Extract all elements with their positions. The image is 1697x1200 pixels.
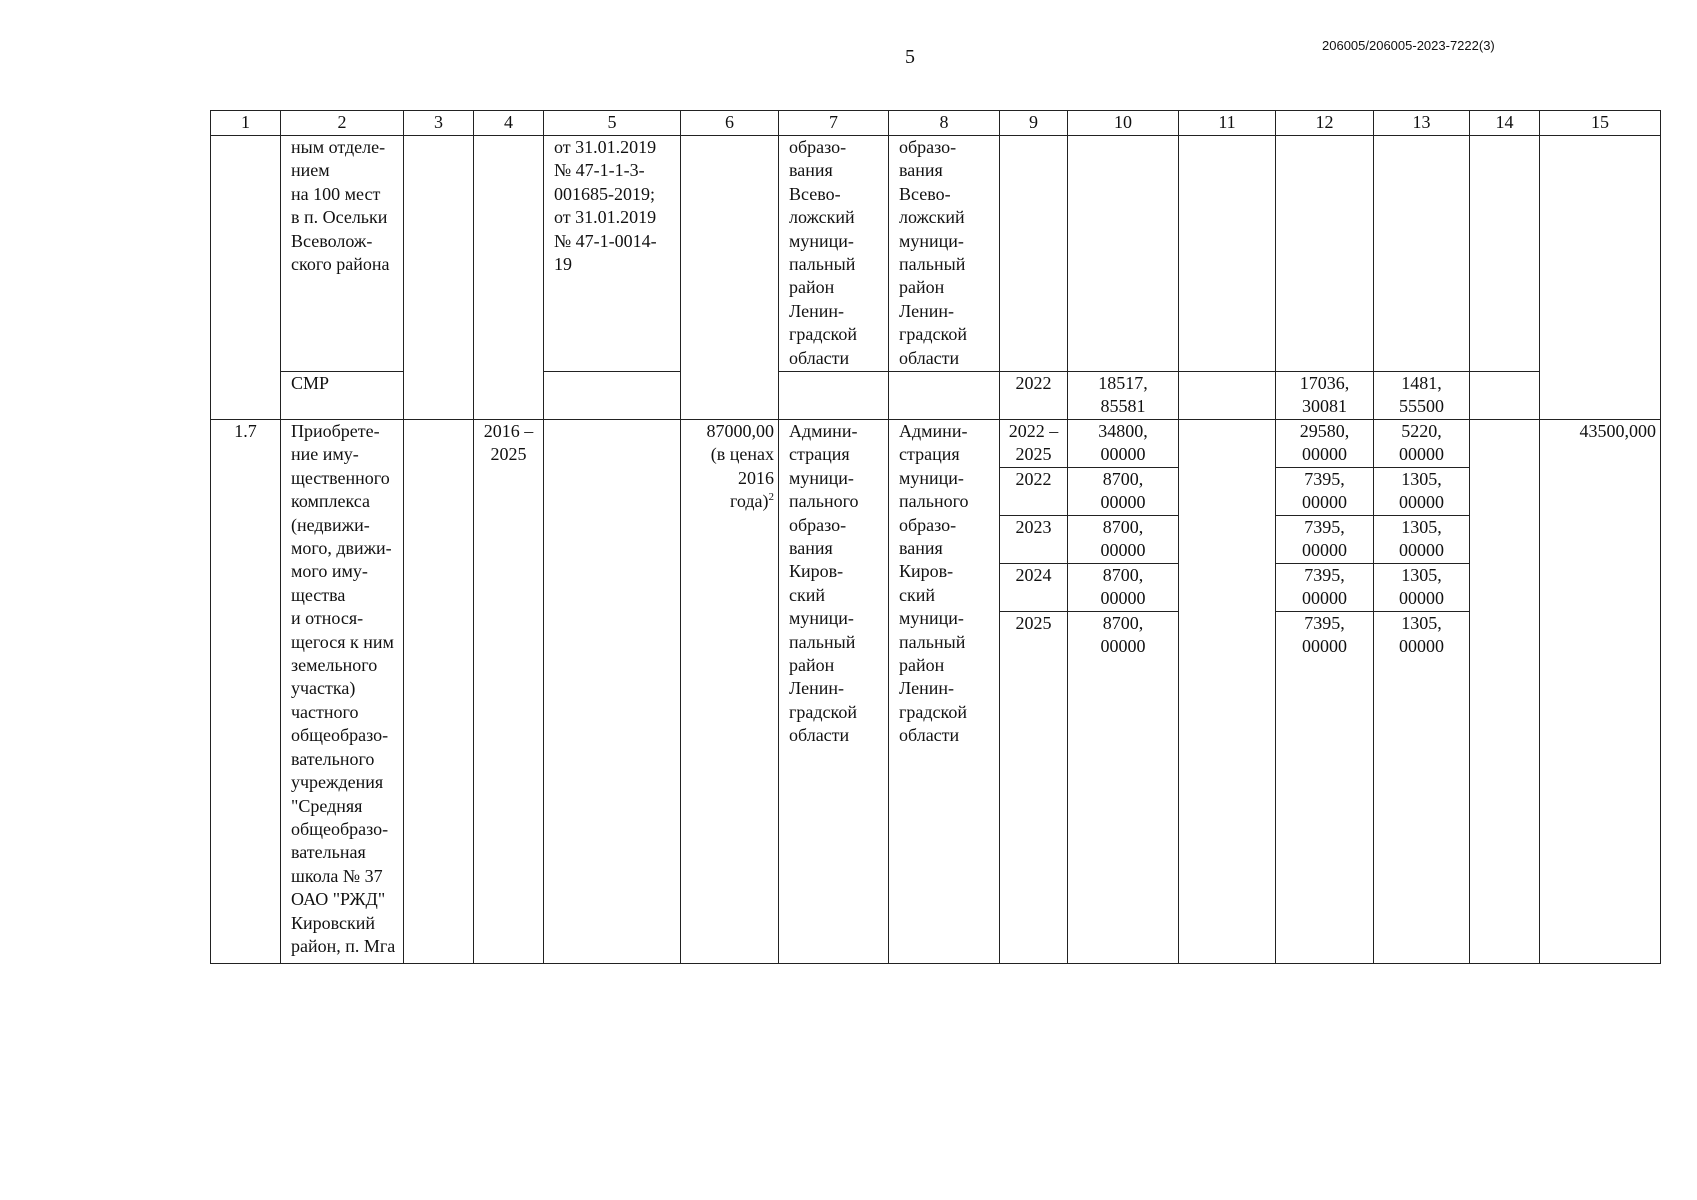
col-number: 15 bbox=[1540, 111, 1661, 136]
total-cell: 8700, 00000 bbox=[1068, 612, 1179, 964]
document-id: 206005/206005-2023-7222(3) bbox=[1322, 38, 1495, 53]
empty-cell bbox=[474, 136, 544, 420]
object-name-cell: СМР bbox=[281, 372, 404, 420]
col-number: 3 bbox=[404, 111, 474, 136]
empty-cell bbox=[1000, 136, 1068, 372]
col-number: 14 bbox=[1470, 111, 1540, 136]
total-cell: 8700, 00000 bbox=[1068, 564, 1179, 612]
col-number: 8 bbox=[889, 111, 1000, 136]
total-cell: 34800, 00000 bbox=[1068, 420, 1179, 468]
regional-budget-cell: 7395, 00000 bbox=[1276, 516, 1374, 564]
empty-cell bbox=[404, 420, 474, 964]
row-number-cell bbox=[211, 136, 281, 420]
developer-cell: образо- вания Всево- ложский муници- пальный район Ленин- градской области bbox=[889, 136, 1000, 372]
regional-budget-cell: 7395, 00000 bbox=[1276, 612, 1374, 964]
local-budget-cell: 1305, 00000 bbox=[1374, 468, 1470, 516]
col-number: 1 bbox=[211, 111, 281, 136]
empty-cell bbox=[544, 372, 681, 420]
local-budget-cell: 1481, 55500 bbox=[1374, 372, 1470, 420]
year-cell: 2022 bbox=[1000, 372, 1068, 420]
regional-budget-cell: 7395, 00000 bbox=[1276, 564, 1374, 612]
empty-cell bbox=[1276, 136, 1374, 372]
empty-cell bbox=[1179, 136, 1276, 372]
investment-table bbox=[210, 110, 1661, 964]
col-number: 5 bbox=[544, 111, 681, 136]
cost-cell bbox=[681, 420, 779, 964]
empty-cell bbox=[1179, 420, 1276, 964]
empty-cell bbox=[1374, 136, 1470, 372]
total-cell: 8700, 00000 bbox=[1068, 468, 1179, 516]
customer-cell: Админи- страция муници- пального образо- вания Киров- ский муници- пальный район Ленин- градской области bbox=[779, 420, 889, 964]
empty-cell bbox=[404, 136, 474, 420]
col-number: 6 bbox=[681, 111, 779, 136]
column-number-row bbox=[211, 111, 1661, 136]
col-number: 12 bbox=[1276, 111, 1374, 136]
col-number: 11 bbox=[1179, 111, 1276, 136]
object-name-cell: Приобрете- ние иму- щественного комплекса (недвижи- мого, движи- мого иму- щества и относя- щегося к ним земельного участка) частного общеобразо- вательного учреждения "Средняя общеобразо- вательная школа № 37 ОАО "РЖД" Кировский район, п. Мга bbox=[281, 420, 404, 964]
row-number-cell: 1.7 bbox=[211, 420, 281, 964]
year-cell: 2022 – 2025 bbox=[1000, 420, 1068, 468]
col15-cell: 43500,000 bbox=[1540, 420, 1661, 964]
local-budget-cell: 1305, 00000 bbox=[1374, 516, 1470, 564]
table-row bbox=[211, 420, 1661, 468]
empty-cell bbox=[681, 136, 779, 420]
expertise-cell: от 31.01.2019 № 47-1-1-3- 001685-2019; от 31.01.2019 № 47-1-0014- 19 bbox=[544, 136, 681, 372]
col-number: 10 bbox=[1068, 111, 1179, 136]
empty-cell bbox=[1068, 136, 1179, 372]
developer-cell: Админи- страция муници- пального образо- вания Киров- ский муници- пальный район Ленин- градской области bbox=[889, 420, 1000, 964]
local-budget-cell: 1305, 00000 bbox=[1374, 612, 1470, 964]
empty-cell bbox=[889, 372, 1000, 420]
empty-cell bbox=[1470, 420, 1540, 964]
regional-budget-cell: 17036, 30081 bbox=[1276, 372, 1374, 420]
empty-cell bbox=[544, 420, 681, 964]
year-cell: 2022 bbox=[1000, 468, 1068, 516]
year-cell: 2025 bbox=[1000, 612, 1068, 964]
col-number: 9 bbox=[1000, 111, 1068, 136]
empty-cell bbox=[1540, 136, 1661, 420]
object-name-cell: ным отделе- нием на 100 мест в п. Осельки Всеволож- ского района bbox=[281, 136, 404, 372]
empty-cell bbox=[1470, 136, 1540, 372]
cost-text: 87000,00 (в ценах 2016 года) bbox=[706, 421, 774, 512]
year-cell: 2024 bbox=[1000, 564, 1068, 612]
year-cell: 2023 bbox=[1000, 516, 1068, 564]
empty-cell bbox=[1470, 372, 1540, 420]
empty-cell bbox=[779, 372, 889, 420]
total-cell: 18517, 85581 bbox=[1068, 372, 1179, 420]
regional-budget-cell: 7395, 00000 bbox=[1276, 468, 1374, 516]
col-number: 2 bbox=[281, 111, 404, 136]
page-number: 5 bbox=[905, 46, 915, 68]
footnote-mark: 2 bbox=[768, 491, 774, 504]
period-cell: 2016 – 2025 bbox=[474, 420, 544, 964]
total-cell: 8700, 00000 bbox=[1068, 516, 1179, 564]
customer-cell: образо- вания Всево- ложский муници- пальный район Ленин- градской области bbox=[779, 136, 889, 372]
table-row bbox=[211, 136, 1661, 372]
col-number: 4 bbox=[474, 111, 544, 136]
col-number: 7 bbox=[779, 111, 889, 136]
local-budget-cell: 1305, 00000 bbox=[1374, 564, 1470, 612]
col-number: 13 bbox=[1374, 111, 1470, 136]
regional-budget-cell: 29580, 00000 bbox=[1276, 420, 1374, 468]
empty-cell bbox=[1179, 372, 1276, 420]
local-budget-cell: 5220, 00000 bbox=[1374, 420, 1470, 468]
